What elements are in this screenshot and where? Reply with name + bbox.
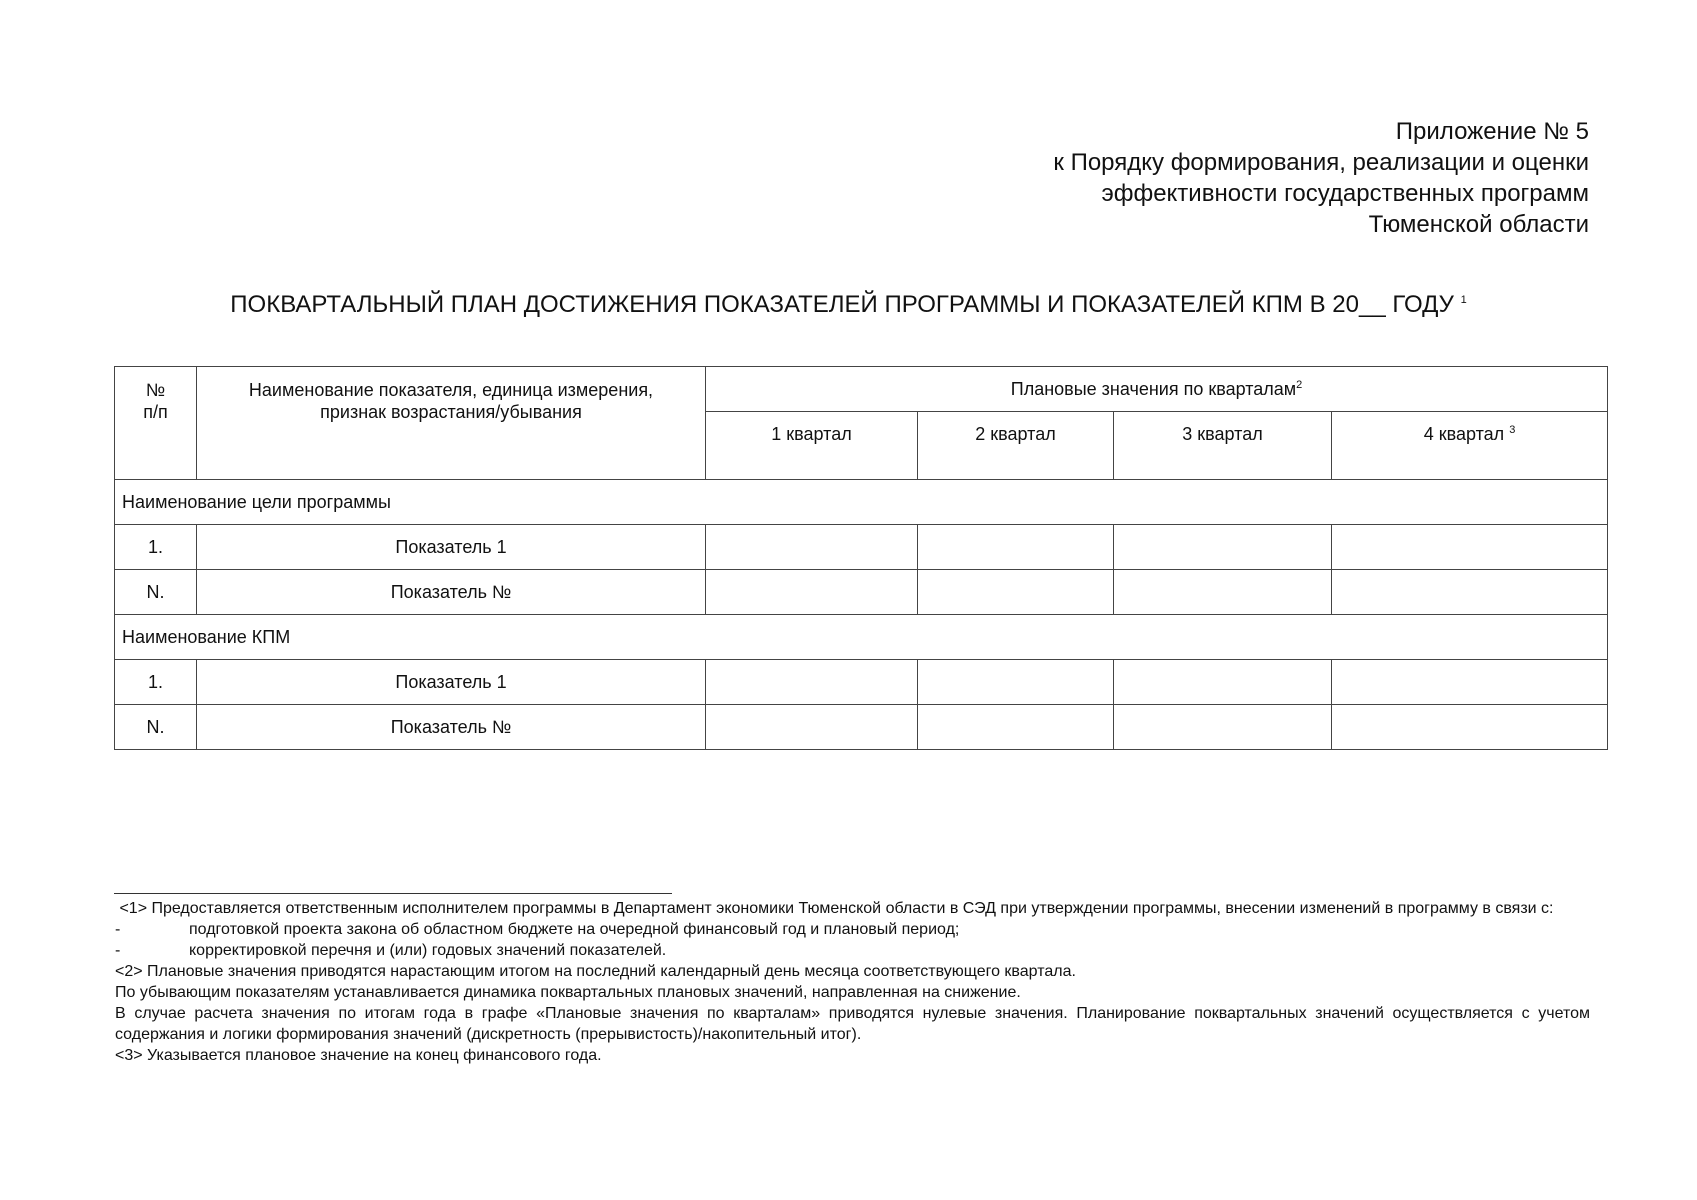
header-quarter-3: 3 квартал <box>1114 412 1332 480</box>
row-indicator-name: Показатель 1 <box>197 660 706 705</box>
table-row <box>115 705 1608 750</box>
quarterly-plan-table <box>114 366 1608 750</box>
bullet-dash: - <box>115 942 121 959</box>
header-quarter-1: 1 квартал <box>706 412 918 480</box>
bullet-text: подготовкой проекта закона об областном бюджете на очередной финансовый год и плановый период; <box>189 921 960 938</box>
header-quarter-2: 2 квартал <box>918 412 1114 480</box>
quarter-1-cell[interactable] <box>706 525 918 570</box>
quarter-1-cell[interactable] <box>706 660 918 705</box>
header-planned-values <box>706 367 1608 412</box>
document-title-footnote-ref: 1 <box>1460 294 1467 306</box>
quarter-3-cell[interactable] <box>1114 570 1332 615</box>
header-indicator-name-line-1: Наименование показателя, единица измерения, <box>248 380 654 400</box>
footnote-2: <2> Плановые значения приводятся нарастающим итогом на последний календарный день месяца соответствующего квартала. <box>115 963 1076 980</box>
bullet-text: корректировкой перечня и (или) годовых значений показателей. <box>189 942 667 959</box>
row-indicator-name: Показатель № <box>197 570 706 615</box>
quarter-2-cell[interactable] <box>918 660 1114 705</box>
row-indicator-name: Показатель 1 <box>197 525 706 570</box>
bullet-dash: - <box>115 921 121 938</box>
section-row-program-goal <box>115 480 1608 525</box>
header-number-line-1: № <box>145 380 166 400</box>
header-indicator-name <box>197 367 706 480</box>
footnote-1: <1> Предоставляется ответственным исполнителем программы в Департамент экономики Тюменской области в СЭД при утверждении программы, внесении изменений в программу в связи с: <box>115 900 1554 917</box>
footnote-2-annual: В случае расчета значения по итогам года в графе «Плановые значения по кварталам» приводятся нулевые значения. Планирование поквартальных значений осуществляется с учетом содержания и логики формирования значений (дискретность (прерывистость)/накопительный итог). <box>115 1005 1590 1043</box>
table-row <box>115 660 1608 705</box>
section-row-kpm <box>115 615 1608 660</box>
header-quarter-4-label: 4 квартал <box>1423 424 1505 444</box>
quarter-3-cell[interactable] <box>1114 525 1332 570</box>
footnote-1-bullet-2 <box>115 940 1590 961</box>
appendix-line-2: к Порядку формирования, реализации и оценки <box>1053 149 1589 176</box>
appendix-line-1: Приложение № 5 <box>1395 118 1589 145</box>
footnote-1-bullet-1 <box>115 919 1590 940</box>
table-row <box>115 570 1608 615</box>
appendix-line-3: эффективности государственных программ <box>1101 180 1589 207</box>
quarter-3-cell[interactable] <box>1114 660 1332 705</box>
row-number: N. <box>115 705 197 750</box>
section-title: Наименование КПМ <box>115 615 1608 660</box>
appendix-header <box>1053 116 1589 240</box>
header-indicator-name-line-2: признак возрастания/убывания <box>320 402 582 422</box>
appendix-line-4: Тюменской области <box>1368 211 1589 238</box>
quarter-2-cell[interactable] <box>918 525 1114 570</box>
quarter-1-cell[interactable] <box>706 705 918 750</box>
quarter-4-cell[interactable] <box>1332 525 1608 570</box>
quarter-1-cell[interactable] <box>706 570 918 615</box>
header-quarter-4 <box>1332 412 1608 480</box>
table-header-row-1 <box>115 367 1608 412</box>
row-number: N. <box>115 570 197 615</box>
row-number: 1. <box>115 525 197 570</box>
footnote-2-decreasing: По убывающим показателям устанавливается динамика поквартальных плановых значений, направленная на снижение. <box>115 984 1021 1001</box>
quarter-4-cell[interactable] <box>1332 570 1608 615</box>
header-number <box>115 367 197 480</box>
row-indicator-name: Показатель № <box>197 705 706 750</box>
quarter-3-cell[interactable] <box>1114 705 1332 750</box>
footnote-3: <3> Указывается плановое значение на конец финансового года. <box>115 1047 602 1064</box>
document-title-text: ПОКВАРТАЛЬНЫЙ ПЛАН ДОСТИЖЕНИЯ ПОКАЗАТЕЛЕЙ ПРОГРАММЫ И ПОКАЗАТЕЛЕЙ КПМ В 20__ ГОДУ <box>230 291 1454 318</box>
table-row <box>115 525 1608 570</box>
header-planned-values-label: Плановые значения по кварталам <box>1010 378 1297 399</box>
quarter-4-cell[interactable] <box>1332 705 1608 750</box>
header-planned-values-footnote-ref: 2 <box>1296 378 1303 391</box>
document-title <box>0 290 1697 320</box>
row-number: 1. <box>115 660 197 705</box>
footnote-separator <box>114 893 672 894</box>
section-title: Наименование цели программы <box>115 480 1608 525</box>
quarter-2-cell[interactable] <box>918 705 1114 750</box>
quarter-4-cell[interactable] <box>1332 660 1608 705</box>
quarter-2-cell[interactable] <box>918 570 1114 615</box>
header-quarter-4-footnote-ref: 3 <box>1509 424 1516 436</box>
header-number-line-2: п/п <box>143 402 168 422</box>
footnotes <box>115 898 1590 1066</box>
